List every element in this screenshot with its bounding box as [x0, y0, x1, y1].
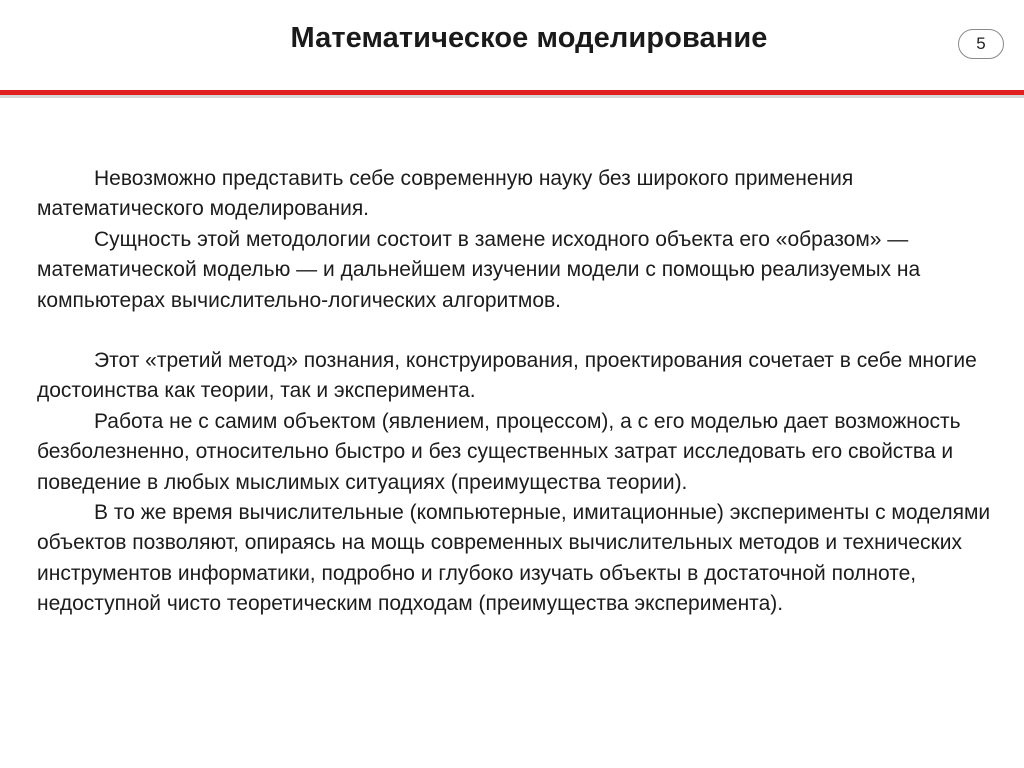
header-rule-shadow	[0, 95, 1024, 98]
paragraph-1: Невозможно представить себе современную науку без широкого применения математического моделирования.	[37, 167, 854, 221]
slide-title: Математическое моделирование	[290, 22, 768, 54]
page-number-badge: 5	[958, 29, 1004, 59]
slide-body	[37, 164, 1012, 620]
paragraph-5: В то же время вычислительные (компьютерные, имитационные) эксперименты с моделями объектов позволяют, опираясь на мощь современных вычислительных методов и технических инструментов информатики, подробно и глубоко изучать объекты в достаточной полноте, недоступной чисто теоретическим подходам (преимущества эксперимента).	[37, 501, 991, 616]
paragraph-2: Сущность этой методологии состоит в замене исходного объекта его «образом» — математической моделью — и дальнейшем изучении модели с помощью реализуемых на компьютерах вычислительно-логических алгоритмов.	[37, 227, 921, 312]
paragraph-3: Этот «третий метод» познания, конструирования, проектирования сочетает в себе многие достоинства как теории, так и эксперимента.	[37, 349, 977, 403]
paragraph-4: Работа не с самим объектом (явлением, процессом), а с его моделью дает возможность безболезненно, относительно быстро и без существенных затрат исследовать его свойства и поведение в любых мыслимых ситуациях (преимущества теории).	[37, 409, 961, 494]
